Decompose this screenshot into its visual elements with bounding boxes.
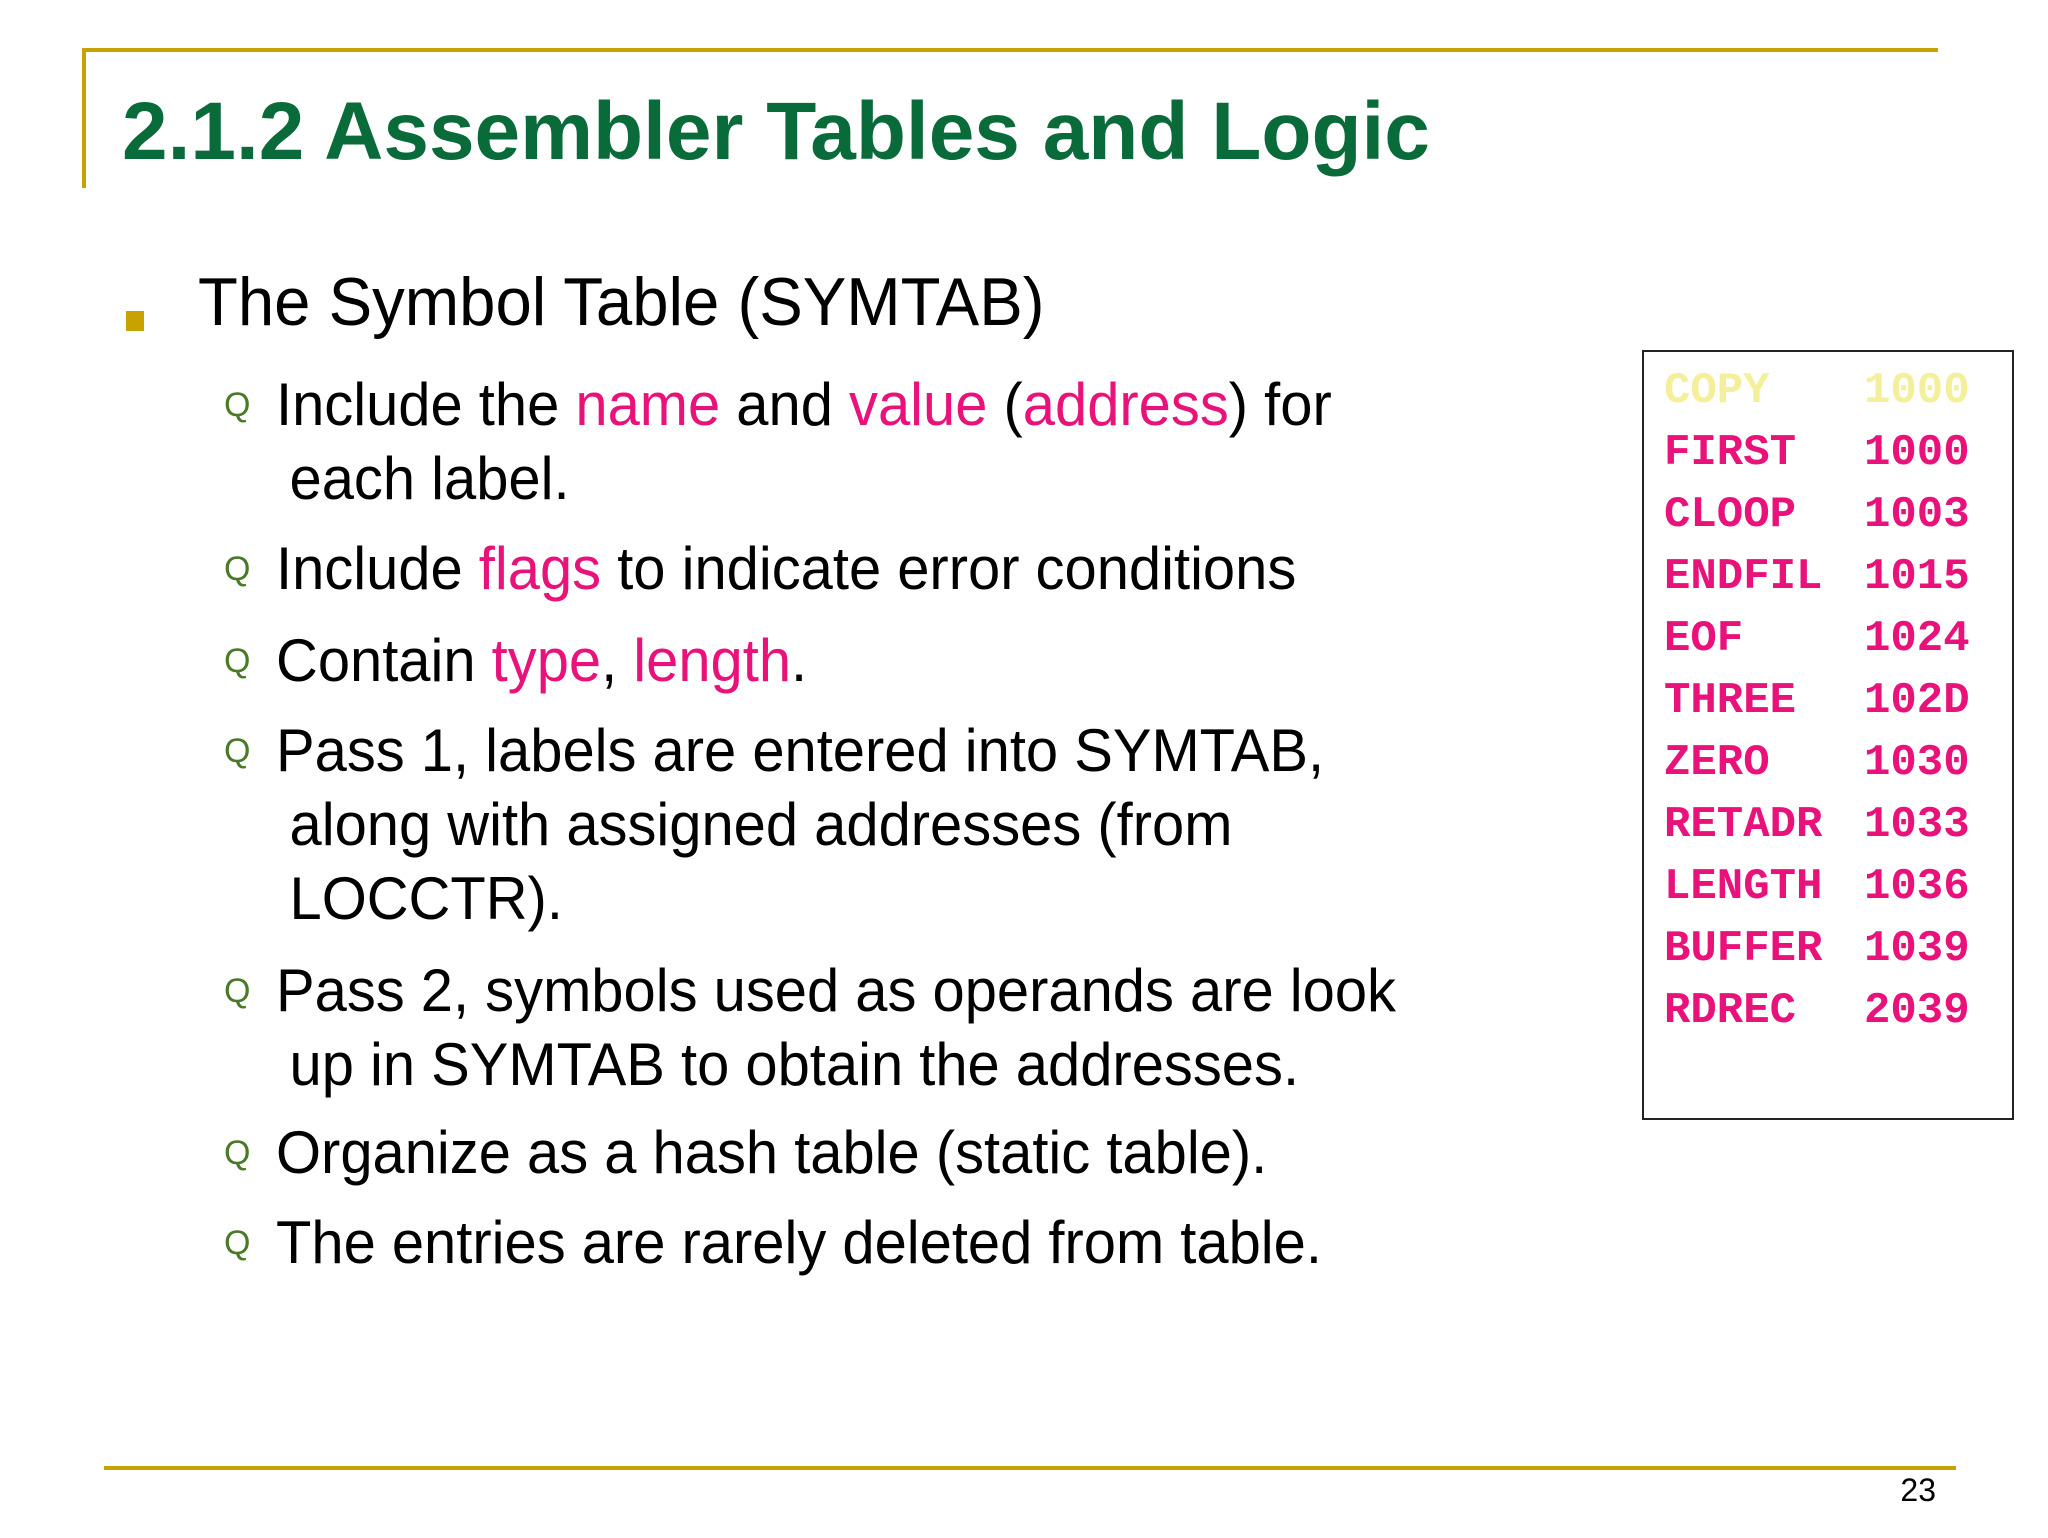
text-run: and bbox=[720, 371, 849, 438]
highlight-length: length bbox=[633, 627, 792, 694]
item-text bbox=[276, 954, 1396, 1102]
symbol-address: 1000 bbox=[1864, 366, 1970, 416]
table-row bbox=[1664, 484, 1970, 546]
symbol-name: BUFFER bbox=[1664, 924, 1823, 974]
symbol-name: LENGTH bbox=[1664, 862, 1823, 912]
q-bullet-icon: Q bbox=[224, 386, 251, 424]
item-text-line: each label. bbox=[289, 445, 570, 512]
bottom-rule bbox=[104, 1466, 1956, 1470]
item-text bbox=[276, 624, 807, 698]
table-row bbox=[1664, 794, 1970, 856]
table-row bbox=[1664, 980, 1970, 1042]
q-bullet-icon: Q bbox=[224, 1134, 251, 1172]
symbol-address: 1003 bbox=[1864, 490, 1970, 540]
item-text-line: Organize as a hash table (static table). bbox=[276, 1119, 1268, 1186]
symtab-heading: The Symbol Table (SYMTAB) bbox=[198, 264, 1045, 340]
symbol-name: RETADR bbox=[1664, 800, 1823, 850]
symbol-name: EOF bbox=[1664, 614, 1744, 664]
table-row bbox=[1664, 732, 1970, 794]
text-run: to indicate error conditions bbox=[601, 535, 1297, 602]
text-run: Include the bbox=[276, 371, 576, 438]
table-row bbox=[1664, 422, 1970, 484]
item-text bbox=[276, 532, 1296, 606]
item-text bbox=[276, 1116, 1267, 1190]
item-text-line: up in SYMTAB to obtain the addresses. bbox=[289, 1031, 1300, 1098]
item-text bbox=[276, 1206, 1322, 1280]
symbol-address: 1036 bbox=[1864, 862, 1970, 912]
symbol-name: CLOOP bbox=[1664, 490, 1797, 540]
symbol-name: THREE bbox=[1664, 676, 1797, 726]
symtab-table bbox=[1642, 350, 2014, 1120]
text-run: Contain bbox=[276, 627, 492, 694]
square-bullet-icon bbox=[126, 311, 144, 331]
text-run: ) for bbox=[1228, 371, 1332, 438]
symbol-address: 2039 bbox=[1864, 986, 1970, 1036]
text-run: , bbox=[601, 627, 634, 694]
symbol-address: 1000 bbox=[1864, 428, 1970, 478]
symbol-address: 102D bbox=[1864, 676, 1970, 726]
item-text-line: along with assigned addresses (from bbox=[289, 791, 1233, 858]
page-number: 23 bbox=[1900, 1472, 1936, 1508]
text-run: ( bbox=[987, 371, 1023, 438]
item-text bbox=[276, 714, 1324, 936]
q-bullet-icon: Q bbox=[224, 1224, 251, 1262]
highlight-value: value bbox=[848, 371, 988, 438]
q-bullet-icon: Q bbox=[224, 550, 251, 588]
table-row bbox=[1664, 670, 1970, 732]
item-text bbox=[276, 368, 1332, 516]
symbol-name: COPY bbox=[1664, 366, 1770, 416]
highlight-address: address bbox=[1022, 371, 1229, 438]
symbol-name: RDREC bbox=[1664, 986, 1797, 1036]
symbol-name: ENDFIL bbox=[1664, 552, 1823, 602]
symbol-address: 1033 bbox=[1864, 800, 1970, 850]
item-text-line: Pass 1, labels are entered into SYMTAB, bbox=[276, 717, 1325, 784]
q-bullet-icon: Q bbox=[224, 642, 251, 680]
q-bullet-icon: Q bbox=[224, 732, 251, 770]
q-bullet-icon: Q bbox=[224, 972, 251, 1010]
text-run: Include bbox=[276, 535, 479, 602]
table-row bbox=[1664, 918, 1970, 980]
slide-title: 2.1.2 Assembler Tables and Logic bbox=[122, 86, 1430, 177]
highlight-flags: flags bbox=[478, 535, 602, 602]
symbol-name: FIRST bbox=[1664, 428, 1797, 478]
symbol-address: 1015 bbox=[1864, 552, 1970, 602]
table-row bbox=[1664, 546, 1970, 608]
text-run: . bbox=[791, 627, 808, 694]
item-text-line: Pass 2, symbols used as operands are look bbox=[276, 957, 1397, 1024]
left-rule bbox=[82, 48, 86, 188]
symbol-address: 1039 bbox=[1864, 924, 1970, 974]
table-row bbox=[1664, 360, 1970, 422]
highlight-name: name bbox=[575, 371, 721, 438]
item-text-line: The entries are rarely deleted from table. bbox=[276, 1209, 1322, 1276]
symbol-name: ZERO bbox=[1664, 738, 1770, 788]
table-row bbox=[1664, 608, 1970, 670]
item-text-line: LOCCTR). bbox=[289, 865, 563, 932]
highlight-type: type bbox=[491, 627, 602, 694]
top-rule bbox=[82, 48, 1938, 52]
symbol-address: 1024 bbox=[1864, 614, 1970, 664]
table-row bbox=[1664, 856, 1970, 918]
symbol-address: 1030 bbox=[1864, 738, 1970, 788]
